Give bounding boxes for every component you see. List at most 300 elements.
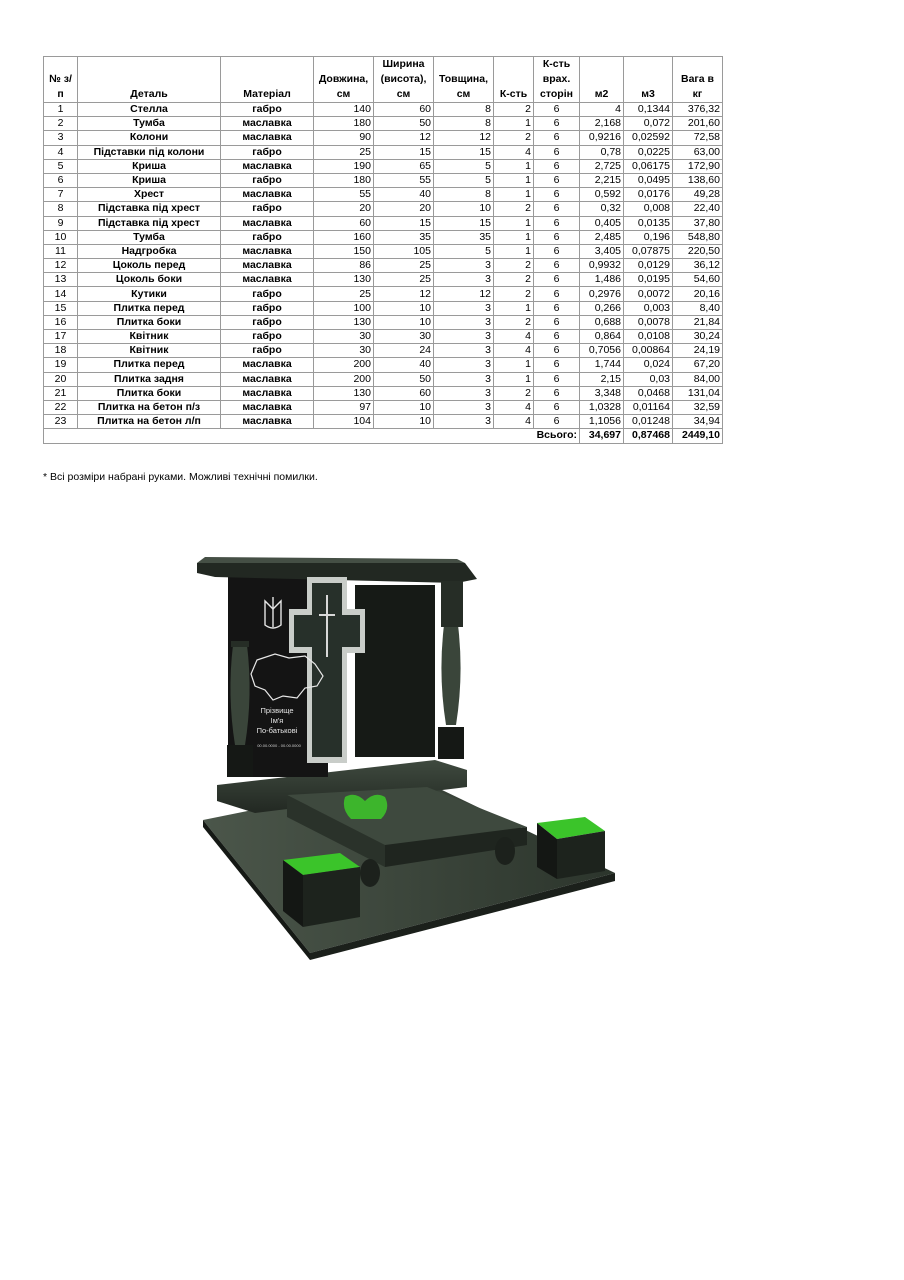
row-number-cell: 8	[44, 202, 78, 216]
area-m2-cell: 0,592	[580, 188, 624, 202]
detail-name-cell: Колони	[78, 131, 221, 145]
length-cell: 190	[314, 159, 374, 173]
width-cell: 15	[374, 145, 434, 159]
area-m2-cell: 0,7056	[580, 344, 624, 358]
material-cell: габро	[221, 173, 314, 187]
weight-kg-cell: 8,40	[673, 301, 723, 315]
row-number-cell: 9	[44, 216, 78, 230]
area-m2-cell: 0,266	[580, 301, 624, 315]
width-cell: 50	[374, 372, 434, 386]
length-cell: 25	[314, 287, 374, 301]
column-header: Довжина, см	[314, 57, 374, 103]
table-row	[44, 103, 723, 117]
total-label: Всього:	[44, 429, 580, 443]
table-row	[44, 330, 723, 344]
length-cell: 86	[314, 259, 374, 273]
area-m2-cell: 2,725	[580, 159, 624, 173]
length-cell: 55	[314, 188, 374, 202]
weight-kg-cell: 34,94	[673, 415, 723, 429]
volume-m3-cell: 0,0468	[624, 386, 673, 400]
length-cell: 97	[314, 400, 374, 414]
detail-name-cell: Цоколь перед	[78, 259, 221, 273]
volume-m3-cell: 0,0108	[624, 330, 673, 344]
volume-m3-cell: 0,003	[624, 301, 673, 315]
row-number-cell: 19	[44, 358, 78, 372]
width-cell: 25	[374, 259, 434, 273]
thickness-cell: 3	[434, 301, 494, 315]
table-body	[44, 103, 723, 429]
table-row	[44, 216, 723, 230]
weight-kg-cell: 172,90	[673, 159, 723, 173]
table-row	[44, 159, 723, 173]
table-row	[44, 131, 723, 145]
thickness-cell: 8	[434, 103, 494, 117]
sides-count-cell: 6	[534, 145, 580, 159]
weight-kg-cell: 201,60	[673, 117, 723, 131]
material-cell: маславка	[221, 131, 314, 145]
sides-count-cell: 6	[534, 244, 580, 258]
material-cell: маславка	[221, 159, 314, 173]
engraving-dates: 00.00.0000 - 00.00.0000	[257, 743, 301, 748]
table-row	[44, 415, 723, 429]
quantity-cell: 1	[494, 173, 534, 187]
table-row	[44, 344, 723, 358]
table-row	[44, 287, 723, 301]
total-row	[44, 429, 723, 443]
width-cell: 60	[374, 103, 434, 117]
material-cell: маславка	[221, 415, 314, 429]
specification-table	[43, 56, 723, 444]
sides-count-cell: 6	[534, 287, 580, 301]
volume-m3-cell: 0,00864	[624, 344, 673, 358]
sides-count-cell: 6	[534, 131, 580, 145]
weight-kg-cell: 22,40	[673, 202, 723, 216]
row-number-cell: 3	[44, 131, 78, 145]
row-number-cell: 22	[44, 400, 78, 414]
length-cell: 140	[314, 103, 374, 117]
width-cell: 10	[374, 415, 434, 429]
quantity-cell: 4	[494, 400, 534, 414]
area-m2-cell: 0,78	[580, 145, 624, 159]
volume-m3-cell: 0,0176	[624, 188, 673, 202]
thickness-cell: 3	[434, 330, 494, 344]
table-row	[44, 315, 723, 329]
total-weight: 2449,10	[673, 429, 723, 443]
material-cell: габро	[221, 301, 314, 315]
detail-name-cell: Цоколь боки	[78, 273, 221, 287]
width-cell: 50	[374, 117, 434, 131]
quantity-cell: 1	[494, 244, 534, 258]
volume-m3-cell: 0,072	[624, 117, 673, 131]
thickness-cell: 3	[434, 344, 494, 358]
material-cell: габро	[221, 315, 314, 329]
material-cell: габро	[221, 330, 314, 344]
thickness-cell: 8	[434, 188, 494, 202]
weight-kg-cell: 49,28	[673, 188, 723, 202]
row-number-cell: 6	[44, 173, 78, 187]
sides-count-cell: 6	[534, 386, 580, 400]
area-m2-cell: 0,405	[580, 216, 624, 230]
width-cell: 10	[374, 315, 434, 329]
detail-name-cell: Стелла	[78, 103, 221, 117]
volume-m3-cell: 0,01248	[624, 415, 673, 429]
length-cell: 30	[314, 344, 374, 358]
thickness-cell: 12	[434, 287, 494, 301]
width-cell: 40	[374, 188, 434, 202]
weight-kg-cell: 37,80	[673, 216, 723, 230]
length-cell: 25	[314, 145, 374, 159]
thickness-cell: 3	[434, 358, 494, 372]
area-m2-cell: 1,0328	[580, 400, 624, 414]
weight-kg-cell: 67,20	[673, 358, 723, 372]
quantity-cell: 1	[494, 230, 534, 244]
detail-name-cell: Тумба	[78, 230, 221, 244]
volume-m3-cell: 0,0072	[624, 287, 673, 301]
thickness-cell: 8	[434, 117, 494, 131]
thickness-cell: 3	[434, 386, 494, 400]
weight-kg-cell: 36,12	[673, 259, 723, 273]
quantity-cell: 1	[494, 372, 534, 386]
area-m2-cell: 0,864	[580, 330, 624, 344]
quantity-cell: 2	[494, 202, 534, 216]
engraving-name: Ім'я	[270, 716, 284, 725]
material-cell: маславка	[221, 400, 314, 414]
detail-name-cell: Хрест	[78, 188, 221, 202]
flower-box-right	[537, 817, 605, 879]
column-header: К-сть	[494, 57, 534, 103]
table-header-row	[44, 57, 723, 103]
column-header: м3	[624, 57, 673, 103]
area-m2-cell: 2,485	[580, 230, 624, 244]
engraving-patronymic: По-батькові	[256, 726, 298, 735]
detail-name-cell: Тумба	[78, 117, 221, 131]
area-m2-cell: 0,9932	[580, 259, 624, 273]
detail-name-cell: Підставка під хрест	[78, 216, 221, 230]
material-cell: габро	[221, 145, 314, 159]
length-cell: 60	[314, 216, 374, 230]
detail-name-cell: Плитка на бетон л/п	[78, 415, 221, 429]
width-cell: 20	[374, 202, 434, 216]
length-cell: 30	[314, 330, 374, 344]
sides-count-cell: 6	[534, 188, 580, 202]
area-m2-cell: 1,486	[580, 273, 624, 287]
detail-name-cell: Плитка боки	[78, 386, 221, 400]
stele-right-panel	[355, 585, 435, 757]
quantity-cell: 1	[494, 159, 534, 173]
width-cell: 10	[374, 301, 434, 315]
row-number-cell: 12	[44, 259, 78, 273]
area-m2-cell: 4	[580, 103, 624, 117]
quantity-cell: 2	[494, 386, 534, 400]
material-cell: маславка	[221, 117, 314, 131]
area-m2-cell: 0,32	[580, 202, 624, 216]
volume-m3-cell: 0,03	[624, 372, 673, 386]
area-m2-cell: 2,168	[580, 117, 624, 131]
weight-kg-cell: 21,84	[673, 315, 723, 329]
volume-m3-cell: 0,196	[624, 230, 673, 244]
table-row	[44, 188, 723, 202]
length-cell: 200	[314, 358, 374, 372]
quantity-cell: 4	[494, 330, 534, 344]
area-m2-cell: 2,215	[580, 173, 624, 187]
area-m2-cell: 0,9216	[580, 131, 624, 145]
width-cell: 65	[374, 159, 434, 173]
row-number-cell: 15	[44, 301, 78, 315]
thickness-cell: 3	[434, 315, 494, 329]
volume-m3-cell: 0,0195	[624, 273, 673, 287]
row-number-cell: 2	[44, 117, 78, 131]
sides-count-cell: 6	[534, 330, 580, 344]
detail-name-cell: Кутики	[78, 287, 221, 301]
weight-kg-cell: 131,04	[673, 386, 723, 400]
sides-count-cell: 6	[534, 216, 580, 230]
width-cell: 25	[374, 273, 434, 287]
volume-m3-cell: 0,0129	[624, 259, 673, 273]
column-header: Деталь	[78, 57, 221, 103]
row-number-cell: 17	[44, 330, 78, 344]
quantity-cell: 2	[494, 103, 534, 117]
volume-m3-cell: 0,02592	[624, 131, 673, 145]
row-number-cell: 23	[44, 415, 78, 429]
detail-name-cell: Квітник	[78, 330, 221, 344]
detail-name-cell: Підставки під колони	[78, 145, 221, 159]
quantity-cell: 1	[494, 216, 534, 230]
material-cell: маславка	[221, 386, 314, 400]
quantity-cell: 1	[494, 188, 534, 202]
length-cell: 104	[314, 415, 374, 429]
table-row	[44, 400, 723, 414]
detail-name-cell: Надгробка	[78, 244, 221, 258]
volume-m3-cell: 0,0225	[624, 145, 673, 159]
monument-render	[195, 555, 620, 960]
quantity-cell: 4	[494, 145, 534, 159]
material-cell: габро	[221, 230, 314, 244]
detail-name-cell: Квітник	[78, 344, 221, 358]
quantity-cell: 1	[494, 358, 534, 372]
thickness-cell: 3	[434, 372, 494, 386]
flower-box-left	[283, 853, 360, 927]
row-number-cell: 10	[44, 230, 78, 244]
sides-count-cell: 6	[534, 173, 580, 187]
thickness-cell: 5	[434, 244, 494, 258]
column-header: Вага в кг	[673, 57, 723, 103]
thickness-cell: 5	[434, 159, 494, 173]
width-cell: 40	[374, 358, 434, 372]
weight-kg-cell: 72,58	[673, 131, 723, 145]
width-cell: 12	[374, 287, 434, 301]
row-number-cell: 18	[44, 344, 78, 358]
material-cell: маславка	[221, 273, 314, 287]
width-cell: 24	[374, 344, 434, 358]
engraving-surname: Прізвище	[260, 706, 294, 715]
table-row	[44, 386, 723, 400]
length-cell: 130	[314, 315, 374, 329]
thickness-cell: 3	[434, 259, 494, 273]
row-number-cell: 1	[44, 103, 78, 117]
sides-count-cell: 6	[534, 301, 580, 315]
row-number-cell: 7	[44, 188, 78, 202]
sides-count-cell: 6	[534, 315, 580, 329]
area-m2-cell: 2,15	[580, 372, 624, 386]
row-number-cell: 16	[44, 315, 78, 329]
area-m2-cell: 0,688	[580, 315, 624, 329]
length-cell: 100	[314, 301, 374, 315]
column-header: Ширина (висота), см	[374, 57, 434, 103]
thickness-cell: 5	[434, 173, 494, 187]
detail-name-cell: Криша	[78, 159, 221, 173]
weight-kg-cell: 30,24	[673, 330, 723, 344]
sides-count-cell: 6	[534, 202, 580, 216]
area-m2-cell: 3,348	[580, 386, 624, 400]
table-row	[44, 145, 723, 159]
length-cell: 20	[314, 202, 374, 216]
table-row	[44, 301, 723, 315]
material-cell: маславка	[221, 216, 314, 230]
row-number-cell: 14	[44, 287, 78, 301]
quantity-cell: 2	[494, 273, 534, 287]
column-header: Матеріал	[221, 57, 314, 103]
volume-m3-cell: 0,06175	[624, 159, 673, 173]
row-number-cell: 21	[44, 386, 78, 400]
weight-kg-cell: 63,00	[673, 145, 723, 159]
volume-m3-cell: 0,0495	[624, 173, 673, 187]
material-cell: габро	[221, 344, 314, 358]
material-cell: маславка	[221, 244, 314, 258]
detail-name-cell: Плитка перед	[78, 358, 221, 372]
weight-kg-cell: 548,80	[673, 230, 723, 244]
sides-count-cell: 6	[534, 230, 580, 244]
weight-kg-cell: 138,60	[673, 173, 723, 187]
sides-count-cell: 6	[534, 273, 580, 287]
detail-name-cell: Підставка під хрест	[78, 202, 221, 216]
table-row	[44, 273, 723, 287]
sides-count-cell: 6	[534, 259, 580, 273]
weight-kg-cell: 54,60	[673, 273, 723, 287]
table-row	[44, 230, 723, 244]
column-header: К-сть врах. сторін	[534, 57, 580, 103]
footnote: * Всі розміри набрані руками. Можливі технічні помилки.	[43, 471, 318, 483]
table-row	[44, 244, 723, 258]
row-number-cell: 4	[44, 145, 78, 159]
thickness-cell: 3	[434, 273, 494, 287]
quantity-cell: 1	[494, 301, 534, 315]
area-m2-cell: 1,1056	[580, 415, 624, 429]
detail-name-cell: Плитка задня	[78, 372, 221, 386]
material-cell: маславка	[221, 188, 314, 202]
width-cell: 55	[374, 173, 434, 187]
table-row	[44, 259, 723, 273]
table-row	[44, 358, 723, 372]
total-m3: 0,87468	[624, 429, 673, 443]
width-cell: 15	[374, 216, 434, 230]
area-m2-cell: 0,2976	[580, 287, 624, 301]
length-cell: 200	[314, 372, 374, 386]
volume-m3-cell: 0,07875	[624, 244, 673, 258]
table-row	[44, 117, 723, 131]
material-cell: маславка	[221, 358, 314, 372]
quantity-cell: 2	[494, 131, 534, 145]
material-cell: габро	[221, 103, 314, 117]
row-number-cell: 20	[44, 372, 78, 386]
width-cell: 10	[374, 400, 434, 414]
length-cell: 180	[314, 117, 374, 131]
slab-leg-left	[360, 859, 380, 887]
width-cell: 105	[374, 244, 434, 258]
detail-name-cell: Плитка на бетон п/з	[78, 400, 221, 414]
stele-roof-top	[197, 557, 465, 563]
sides-count-cell: 6	[534, 117, 580, 131]
weight-kg-cell: 220,50	[673, 244, 723, 258]
material-cell: габро	[221, 287, 314, 301]
quantity-cell: 1	[494, 117, 534, 131]
row-number-cell: 13	[44, 273, 78, 287]
column-right	[438, 581, 464, 759]
width-cell: 30	[374, 330, 434, 344]
material-cell: маславка	[221, 372, 314, 386]
table-row	[44, 173, 723, 187]
slab-leg-right	[495, 837, 515, 865]
thickness-cell: 3	[434, 400, 494, 414]
table-row	[44, 372, 723, 386]
volume-m3-cell: 0,024	[624, 358, 673, 372]
length-cell: 130	[314, 273, 374, 287]
column-header: Товщина, см	[434, 57, 494, 103]
table-row	[44, 202, 723, 216]
length-cell: 130	[314, 386, 374, 400]
sides-count-cell: 6	[534, 344, 580, 358]
quantity-cell: 2	[494, 287, 534, 301]
column-header: м2	[580, 57, 624, 103]
column-header: № з/п	[44, 57, 78, 103]
length-cell: 90	[314, 131, 374, 145]
detail-name-cell: Криша	[78, 173, 221, 187]
volume-m3-cell: 0,0135	[624, 216, 673, 230]
weight-kg-cell: 84,00	[673, 372, 723, 386]
volume-m3-cell: 0,01164	[624, 400, 673, 414]
thickness-cell: 35	[434, 230, 494, 244]
thickness-cell: 15	[434, 216, 494, 230]
quantity-cell: 4	[494, 344, 534, 358]
row-number-cell: 5	[44, 159, 78, 173]
volume-m3-cell: 0,008	[624, 202, 673, 216]
length-cell: 150	[314, 244, 374, 258]
sides-count-cell: 6	[534, 400, 580, 414]
sides-count-cell: 6	[534, 372, 580, 386]
thickness-cell: 10	[434, 202, 494, 216]
quantity-cell: 2	[494, 259, 534, 273]
width-cell: 12	[374, 131, 434, 145]
quantity-cell: 2	[494, 315, 534, 329]
material-cell: габро	[221, 202, 314, 216]
material-cell: маславка	[221, 259, 314, 273]
volume-m3-cell: 0,1344	[624, 103, 673, 117]
volume-m3-cell: 0,0078	[624, 315, 673, 329]
length-cell: 160	[314, 230, 374, 244]
length-cell: 180	[314, 173, 374, 187]
weight-kg-cell: 24,19	[673, 344, 723, 358]
thickness-cell: 12	[434, 131, 494, 145]
total-m2: 34,697	[580, 429, 624, 443]
width-cell: 35	[374, 230, 434, 244]
weight-kg-cell: 20,16	[673, 287, 723, 301]
detail-name-cell: Плитка перед	[78, 301, 221, 315]
weight-kg-cell: 32,59	[673, 400, 723, 414]
area-m2-cell: 1,744	[580, 358, 624, 372]
width-cell: 60	[374, 386, 434, 400]
sides-count-cell: 6	[534, 159, 580, 173]
sides-count-cell: 6	[534, 103, 580, 117]
quantity-cell: 4	[494, 415, 534, 429]
